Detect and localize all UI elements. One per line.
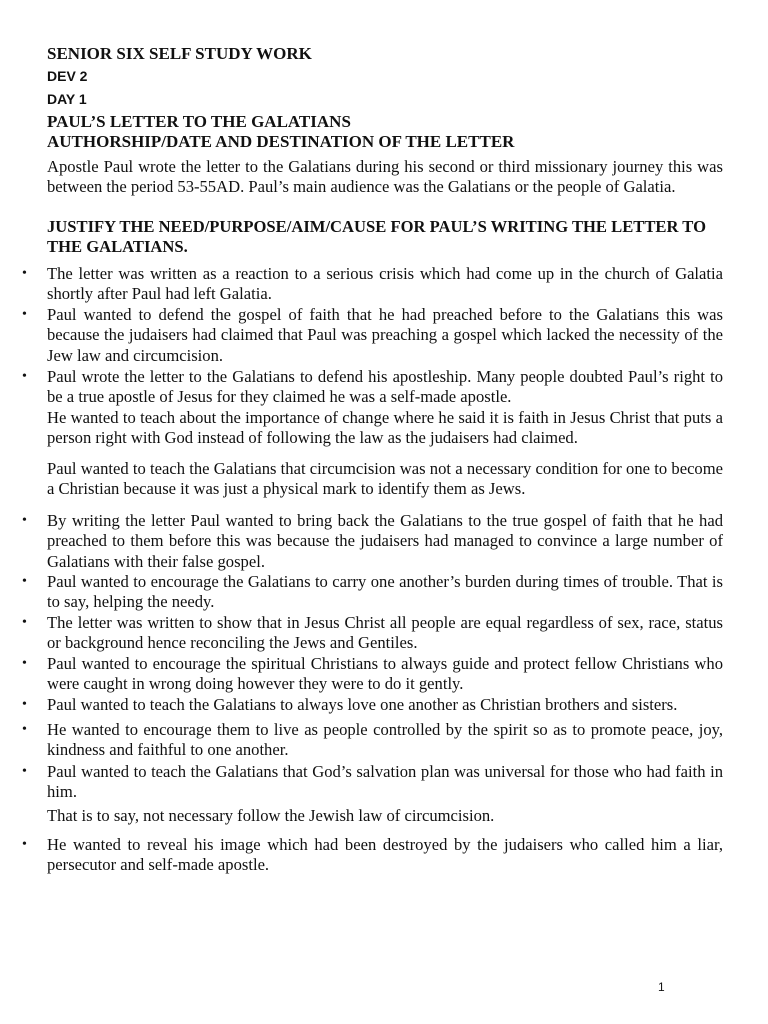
point-item: Paul wanted to teach the Galatians that God’s salvation plan was universal for those who had faith in him. [47,762,723,802]
bullet-marker: • [22,656,27,671]
point-item: He wanted to teach about the importance of change where he said it is faith in Jesus Christ that puts a person right with God instead of following the law as the judaisers had claimed. [47,408,723,448]
point-item: Paul wrote the letter to the Galatians to defend his apostleship. Many people doubted Paul’s right to be a true apostle of Jesus for they claimed he was a self-made apostle. [47,367,723,407]
bullet-marker: • [22,615,27,630]
point-item: By writing the letter Paul wanted to bring back the Galatians to the true gospel of faith that he had preached to them before this was because the judaisers had managed to convince a large number of Galatians with their false gospel. [47,511,723,571]
bullet-marker: • [22,369,27,384]
point-item: Paul wanted to teach the Galatians to always love one another as Christian brothers and sisters. [47,695,678,714]
document-title: SENIOR SIX SELF STUDY WORK [47,44,312,63]
bullet-marker: • [22,307,27,322]
bullet-marker: • [22,574,27,589]
intro-paragraph: Apostle Paul wrote the letter to the Galatians during his second or third missionary journey this was between the period 53-55AD. Paul’s main audience was the Galatians or the people of Galatia. [47,157,723,197]
point-item: That is to say, not necessary follow the Jewish law of circumcision. [47,806,495,825]
point-item: Paul wanted to teach the Galatians that circumcision was not a necessary condition for one to become a Christian because it was just a physical mark to identify them as Jews. [47,459,723,499]
bullet-marker: • [22,266,27,281]
point-item: He wanted to reveal his image which had been destroyed by the judaisers who called him a liar, persecutor and self-made apostle. [47,835,723,875]
point-item: Paul wanted to encourage the spiritual Christians to always guide and protect fellow Christians who were caught in wrong doing however they were to do it gently. [47,654,723,694]
subtopic-heading: AUTHORSHIP/DATE AND DESTINATION OF THE LETTER [47,132,515,151]
bullet-marker: • [22,513,27,528]
question-heading: JUSTIFY THE NEED/PURPOSE/AIM/CAUSE FOR PAUL’S WRITING THE LETTER TO THE GALATIANS. [47,217,706,257]
subject-label: DEV 2 [47,68,88,84]
bullet-marker: • [22,837,27,852]
point-item: The letter was written as a reaction to a serious crisis which had come up in the church of Galatia shortly after Paul had left Galatia. [47,264,723,304]
point-item: The letter was written to show that in Jesus Christ all people are equal regardless of sex, race, status or background hence reconciling the Jews and Gentiles. [47,613,723,653]
page-number: 1 [658,980,665,994]
topic-heading: PAUL’S LETTER TO THE GALATIANS [47,112,351,131]
day-label: DAY 1 [47,91,87,107]
point-item: Paul wanted to encourage the Galatians to carry one another’s burden during times of trouble. That is to say, helping the needy. [47,572,723,612]
point-item: Paul wanted to defend the gospel of faith that he had preached before to the Galatians this was because the judaisers had claimed that Paul was preaching a gospel which lacked the necessity of the Jew law and circumcision. [47,305,723,365]
point-item: He wanted to encourage them to live as people controlled by the spirit so as to promote peace, joy, kindness and faithful to one another. [47,720,723,760]
bullet-marker: • [22,697,27,712]
bullet-marker: • [22,764,27,779]
bullet-marker: • [22,722,27,737]
